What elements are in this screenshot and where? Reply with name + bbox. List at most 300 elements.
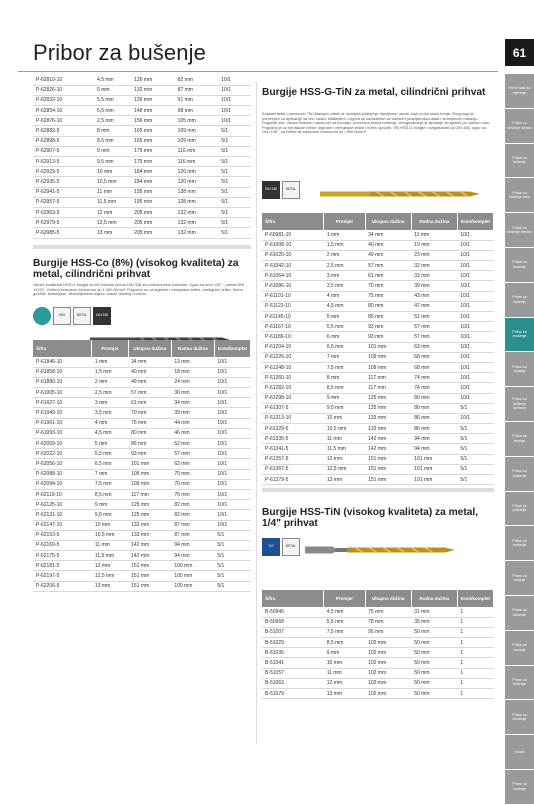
table-cell: 11 mm [324, 434, 365, 444]
column-header: Kom/komplet [457, 213, 493, 230]
table-cell: 10/1 [218, 75, 251, 85]
table-cell: 10/1 [214, 428, 250, 438]
table-cell: 10/1 [214, 489, 250, 499]
table-row [33, 377, 251, 387]
table-cell: 109 mm [175, 126, 219, 136]
table-cell: 132 mm [175, 218, 219, 228]
product-table-hss-tin-quarter [262, 590, 494, 699]
table-cell: 5,5 mm [92, 449, 128, 459]
table-cell: 86 mm [128, 439, 171, 449]
sidebar-tab[interactable]: Pribor za bušenje betona [505, 213, 534, 248]
sidebar-tab[interactable]: Pribor za bušenje drva [505, 178, 534, 213]
table-cell: 105 mm [175, 116, 219, 126]
sidebar-tab[interactable]: Pribor za rezanje [505, 631, 534, 666]
table-cell: 2 mm [324, 250, 365, 260]
table-cell: 1 mm [324, 230, 365, 240]
table-row [262, 271, 494, 281]
table-cell: 87 mm [171, 520, 214, 530]
table-cell: 10/1 [214, 388, 250, 398]
sidebar-tab[interactable]: Ručni alati za mjerenje [505, 74, 534, 109]
table-row [33, 187, 251, 197]
table-cell: 23 mm [411, 250, 457, 260]
table-cell: 68 mm [411, 362, 457, 372]
table-cell: 80 mm [128, 428, 171, 438]
table-cell: 2 mm [92, 377, 128, 387]
table-cell: 5 mm [92, 439, 128, 449]
table-row [33, 571, 251, 581]
table-cell: 34 mm [365, 230, 411, 240]
table-cell: P-61846-10 [33, 357, 92, 367]
table-cell: 1 [457, 668, 493, 678]
table-cell: 10/1 [457, 230, 493, 240]
table-cell: 10/1 [457, 373, 493, 383]
table-cell: P-61357-5 [262, 454, 324, 464]
table-cell: 10/1 [457, 383, 493, 393]
table-row [262, 617, 494, 627]
table-cell: 11 mm [94, 187, 131, 197]
table-cell: 7 mm [92, 469, 128, 479]
table-cell: 61 mm [128, 398, 171, 408]
table-cell: P-62009-10 [33, 439, 92, 449]
table-cell: P-62985-5 [33, 228, 94, 238]
table-cell: 5/1 [218, 126, 251, 136]
table-row [33, 228, 251, 238]
table-cell: P-61145-10 [262, 312, 324, 322]
table-cell: 12,5 mm [92, 571, 128, 581]
table-cell: 82 mm [171, 500, 214, 510]
table-cell: 5/1 [457, 464, 493, 474]
table-cell: P-62913-5 [33, 157, 94, 167]
feature-icons-hss-tin-quarter [262, 538, 300, 556]
table-cell: 5/1 [457, 403, 493, 413]
table-cell: P-62876-10 [33, 116, 94, 126]
table-cell: P-60981-10 [262, 230, 324, 240]
table-row [33, 357, 251, 367]
table-cell: B-51029 [262, 638, 324, 648]
table-cell: 5/1 [457, 454, 493, 464]
sidebar-tab[interactable]: Pribor za bušenje [505, 596, 534, 631]
table-cell: 205 mm [131, 218, 175, 228]
table-cell: 5/1 [457, 424, 493, 434]
sidebar-tab[interactable]: Ostalo [505, 735, 534, 770]
table-cell: 142 mm [365, 444, 411, 454]
table-row [262, 373, 494, 383]
table-cell: 40 mm [365, 240, 411, 250]
table-cell: 32 mm [411, 261, 457, 271]
table-cell: 80 mm [411, 393, 457, 403]
table-cell: 109 mm [365, 362, 411, 372]
table-cell: 50 mm [411, 689, 457, 699]
table-cell: 34 mm [171, 398, 214, 408]
table-cell: 5,5 mm [324, 322, 365, 332]
sidebar-tab[interactable]: Pribor za poliranje [505, 492, 534, 527]
table-row [262, 301, 494, 311]
table-cell: 75 mm [365, 291, 411, 301]
section-divider [33, 245, 251, 249]
table-cell: B-51063 [262, 678, 324, 688]
table-cell: B-51079 [262, 689, 324, 699]
table-cell: P-62131-10 [33, 510, 92, 520]
table-cell: 50 mm [411, 648, 457, 658]
table-cell: 5,5 mm [94, 95, 131, 105]
table-cell: 8,5 mm [92, 489, 128, 499]
table-cell: P-62175-5 [33, 551, 92, 561]
sidebar-tab[interactable]: Pribor za bušenje [505, 666, 534, 701]
table-cell: 6 mm [324, 332, 365, 342]
table-cell: 205 mm [131, 228, 175, 238]
table-cell: P-62898-5 [33, 136, 94, 146]
table-cell: 95 mm [365, 627, 411, 637]
table-cell: P-61064-10 [262, 271, 324, 281]
table-cell: 9 mm [324, 393, 365, 403]
table-cell: 195 mm [131, 197, 175, 207]
table-cell: P-62957-5 [33, 197, 94, 207]
table-cell: 39 mm [411, 281, 457, 291]
table-row [262, 322, 494, 332]
table-cell: 78 mm [365, 617, 411, 627]
table-row [33, 418, 251, 428]
table-cell: 10/1 [457, 250, 493, 260]
table-cell: P-61313-10 [262, 413, 324, 423]
column-header: Ukupna dužina [128, 340, 171, 357]
table-cell: 12 mm [94, 207, 131, 217]
table-cell: P-62941-5 [33, 187, 94, 197]
sidebar-tab[interactable]: Pribor za bušenje metala [505, 109, 534, 144]
feature-icons-hss-g-tin [262, 181, 300, 199]
table-row [262, 464, 494, 474]
table-cell: 49 mm [365, 250, 411, 260]
column-header: Ukupna dužina [365, 590, 411, 607]
table-cell: 1 [457, 607, 493, 617]
table-cell: 102 mm [365, 668, 411, 678]
table-cell: 10/1 [214, 500, 250, 510]
table-cell: P-62882-5 [33, 126, 94, 136]
table-cell: 82 mm [175, 75, 219, 85]
table-cell: 5/1 [218, 177, 251, 187]
sidebar-tab[interactable]: Pribor za rezanje [505, 561, 534, 596]
table-cell: 3 mm [324, 271, 365, 281]
table-cell: 1 [457, 627, 493, 637]
table-cell: P-61367-5 [262, 464, 324, 474]
hss-badge-icon: HSS [53, 307, 71, 325]
table-cell: 24 mm [171, 377, 214, 387]
table-row [33, 551, 251, 561]
table-cell: P-61858-10 [33, 367, 92, 377]
table-cell: P-61329-5 [262, 424, 324, 434]
metal-badge-icon: METAL [282, 181, 300, 199]
sidebar-tab[interactable]: Pribor za bušenje [505, 770, 534, 805]
table-cell: 1,5 mm [324, 240, 365, 250]
table-row [33, 459, 251, 469]
drill-bit-icon [33, 307, 51, 325]
table-cell: 1,5 mm [92, 367, 128, 377]
column-header: Promjer [324, 213, 365, 230]
table-cell: 133 mm [365, 413, 411, 423]
din-badge-icon: DIN 338 [93, 307, 111, 325]
table-cell: 80 mm [411, 403, 457, 413]
table-cell: 133 mm [365, 424, 411, 434]
table-cell: 10/1 [214, 510, 250, 520]
table-cell: 109 mm [365, 352, 411, 362]
table-cell: B-51035 [262, 648, 324, 658]
table-cell: 10/1 [214, 459, 250, 469]
table-cell: 12 mm [324, 454, 365, 464]
table-cell: 40 mm [128, 367, 171, 377]
table-cell: 101 mm [411, 475, 457, 485]
table-cell: 70 mm [128, 408, 171, 418]
column-header: Promjer [92, 340, 128, 357]
table-row [262, 230, 494, 240]
sidebar-tab[interactable]: Pribor za rezanje [505, 352, 534, 387]
table-row [262, 638, 494, 648]
table-cell: 68 mm [411, 352, 457, 362]
table-cell: 34 mm [128, 357, 171, 367]
table-cell: 93 mm [365, 322, 411, 332]
table-cell: 86 mm [411, 424, 457, 434]
table-cell: P-62022-10 [33, 449, 92, 459]
table-cell: 50 mm [411, 658, 457, 668]
page-title: Pribor za bušenje [33, 40, 206, 65]
table-cell: 5 mm [324, 312, 365, 322]
quarter-inch-shank-icon: 1/4" [262, 538, 280, 556]
table-cell: 195 mm [131, 187, 175, 197]
table-cell: 11 mm [411, 230, 457, 240]
table-cell: 5/1 [218, 146, 251, 156]
table-cell: 6,5 mm [92, 459, 128, 469]
table-cell: P-61905-10 [33, 388, 92, 398]
table-cell: 10/1 [457, 322, 493, 332]
page-number: 61 [505, 39, 534, 66]
table-cell: 74 mm [411, 373, 457, 383]
table-cell: 63 mm [171, 459, 214, 469]
table-cell: 10/1 [218, 106, 251, 116]
table-cell: 11,5 mm [94, 197, 131, 207]
table-cell: 9,5 mm [94, 157, 131, 167]
table-cell: 50 mm [411, 627, 457, 637]
table-cell: 156 mm [131, 116, 175, 126]
table-cell: 82 mm [171, 510, 214, 520]
table-cell: 2,5 mm [324, 261, 365, 271]
table-cell: P-62181-5 [33, 561, 92, 571]
table-cell: 5/1 [214, 540, 250, 550]
table-cell: 102 mm [365, 638, 411, 648]
table-cell: 47 mm [411, 301, 457, 311]
table-cell: 61 mm [365, 271, 411, 281]
column-header: Šifra [262, 213, 324, 230]
sidebar-tab[interactable]: Pribor za brušenje [505, 457, 534, 492]
table-row [33, 207, 251, 217]
sidebar-tab[interactable]: Pribor za bušenje [505, 283, 534, 318]
table-row [262, 413, 494, 423]
table-row [262, 362, 494, 372]
table-row [262, 668, 494, 678]
table-cell: 19 mm [411, 240, 457, 250]
table-cell: 10/1 [214, 418, 250, 428]
table-cell: P-62197-5 [33, 571, 92, 581]
table-cell: 5/1 [457, 434, 493, 444]
table-cell: 12,5 mm [94, 218, 131, 228]
table-cell: 10,5 mm [92, 530, 128, 540]
table-cell: 70 mm [171, 479, 214, 489]
table-cell: P-61042-10 [262, 261, 324, 271]
table-cell: 7,5 mm [324, 362, 365, 372]
table-row [33, 157, 251, 167]
table-cell: 76 mm [171, 489, 214, 499]
table-cell: 184 mm [131, 177, 175, 187]
table-row [33, 85, 251, 95]
table-cell: 6,5 mm [324, 342, 365, 352]
table-row [33, 500, 251, 510]
section-title-hss-g-tin: Burgije HSS-G-TiN za metal, cilindrični prihvat [262, 87, 486, 98]
table-cell: P-61993-10 [33, 428, 92, 438]
table-cell: 142 mm [128, 551, 171, 561]
sidebar-tab[interactable]: Pribor za bušenje [505, 248, 534, 283]
table-cell: 10 mm [92, 520, 128, 530]
table-cell: 151 mm [128, 581, 171, 591]
table-cell: P-62979-5 [33, 218, 94, 228]
table-cell: 5/1 [214, 561, 250, 571]
table-cell: 3,5 mm [324, 281, 365, 291]
table-cell: 31 mm [411, 607, 457, 617]
table-cell: P-62206-5 [33, 581, 92, 591]
table-cell: 102 mm [365, 678, 411, 688]
table-cell: B-51041 [262, 658, 324, 668]
table-row [33, 520, 251, 530]
sidebar-tab[interactable]: Pribor za brušenje [505, 318, 534, 353]
table-cell: 12 mm [324, 678, 365, 688]
table-cell: 8,5 mm [94, 136, 131, 146]
metal-badge-icon: METAL [282, 538, 300, 556]
table-cell: P-61101-10 [262, 291, 324, 301]
product-table-hss-co [33, 340, 251, 592]
table-cell: 142 mm [365, 434, 411, 444]
table-cell: P-61341-5 [262, 444, 324, 454]
table-cell: 10/1 [457, 301, 493, 311]
table-cell: 10/1 [457, 261, 493, 271]
table-cell: 10/1 [214, 479, 250, 489]
table-cell: P-62854-10 [33, 106, 94, 116]
table-row [33, 510, 251, 520]
table-cell: 10/1 [457, 271, 493, 281]
table-cell: P-61880-10 [33, 377, 92, 387]
table-row [33, 398, 251, 408]
table-cell: 93 mm [365, 332, 411, 342]
table-cell: P-62147-10 [33, 520, 92, 530]
table-cell: 109 mm [175, 136, 219, 146]
table-cell: 18 mm [171, 367, 214, 377]
table-cell: 151 mm [365, 475, 411, 485]
table-cell: 57 mm [128, 388, 171, 398]
table-cell: 98 mm [175, 106, 219, 116]
sidebar-tab[interactable]: Pribor za rezanje [505, 422, 534, 457]
table-cell: 5,5 mm [324, 617, 365, 627]
table-row [33, 540, 251, 550]
table-cell: P-61020-10 [262, 250, 324, 260]
column-header: Kom/komplet [214, 340, 250, 357]
table-cell: P-62088-10 [33, 469, 92, 479]
table-cell: 10/1 [457, 312, 493, 322]
table-cell: 10,5 mm [324, 424, 365, 434]
table-cell: P-62119-10 [33, 489, 92, 499]
table-cell: 10/1 [218, 95, 251, 105]
table-cell: 8 mm [94, 126, 131, 136]
table-cell: 133 mm [128, 530, 171, 540]
table-cell: 5/1 [218, 167, 251, 177]
table-cell: 2,5 mm [92, 388, 128, 398]
table-cell: 10/1 [214, 367, 250, 377]
column-header: Šifra [33, 340, 92, 357]
table-cell: 120 mm [175, 167, 219, 177]
table-cell: 101 mm [411, 464, 457, 474]
table-cell: 1 [457, 689, 493, 699]
table-cell: 10/1 [457, 332, 493, 342]
table-cell: 8,5 mm [324, 638, 365, 648]
table-cell: 12,5 mm [324, 464, 365, 474]
table-cell: 2,5 mm [94, 116, 131, 126]
table-cell: P-62929-5 [33, 167, 94, 177]
table-cell: 102 mm [365, 689, 411, 699]
table-cell: P-62963-5 [33, 207, 94, 217]
table-row [33, 116, 251, 126]
table-cell: 70 mm [171, 469, 214, 479]
column-header: Radna dužina [411, 590, 457, 607]
table-cell: 109 mm [128, 469, 171, 479]
table-cell: P-62094-10 [33, 479, 92, 489]
table-cell: 13 mm [324, 689, 365, 699]
table-cell: 39 mm [171, 408, 214, 418]
table-cell: 139 mm [131, 95, 175, 105]
sidebar-tab[interactable]: Pribor za brušenje [505, 700, 534, 735]
table-cell: 10/1 [457, 281, 493, 291]
table-row [33, 218, 251, 228]
table-row [33, 479, 251, 489]
sidebar-tab[interactable]: Pribor za bušenje kamena [505, 387, 534, 422]
table-cell: 5/1 [218, 157, 251, 167]
table-cell: 148 mm [131, 106, 175, 116]
table-row [262, 424, 494, 434]
table-cell: 5 mm [94, 85, 131, 95]
table-cell: 10/1 [214, 408, 250, 418]
table-cell: P-62935-5 [33, 177, 94, 187]
table-cell: 184 mm [131, 167, 175, 177]
table-cell: 151 mm [365, 464, 411, 474]
table-cell: 5/1 [457, 475, 493, 485]
table-cell: 10/1 [214, 357, 250, 367]
table-cell: 100 mm [171, 561, 214, 571]
table-cell: 165 mm [131, 126, 175, 136]
table-cell: 6,5 mm [94, 106, 131, 116]
table-cell: 125 mm [365, 393, 411, 403]
table-cell: P-62907-5 [33, 146, 94, 156]
table-cell: P-62826-10 [33, 85, 94, 95]
table-cell: P-62832-10 [33, 95, 94, 105]
table-cell: 94 mm [171, 540, 214, 550]
sidebar-tab[interactable]: Pribor za bušenje [505, 144, 534, 179]
table-cell: 117 mm [365, 383, 411, 393]
table-cell: 132 mm [175, 207, 219, 217]
section-divider [262, 488, 494, 492]
table-cell: P-62056-10 [33, 459, 92, 469]
table-cell: 11,5 mm [92, 551, 128, 561]
table-cell: P-61282-10 [262, 383, 324, 393]
table-cell: 117 mm [128, 489, 171, 499]
table-cell: 7,5 mm [92, 479, 128, 489]
table-cell: 205 mm [131, 207, 175, 217]
sidebar-tab[interactable]: Pribor za brušenje [505, 526, 534, 561]
table-cell: P-61204-10 [262, 342, 324, 352]
table-cell: 57 mm [411, 322, 457, 332]
table-cell: 3 mm [92, 398, 128, 408]
